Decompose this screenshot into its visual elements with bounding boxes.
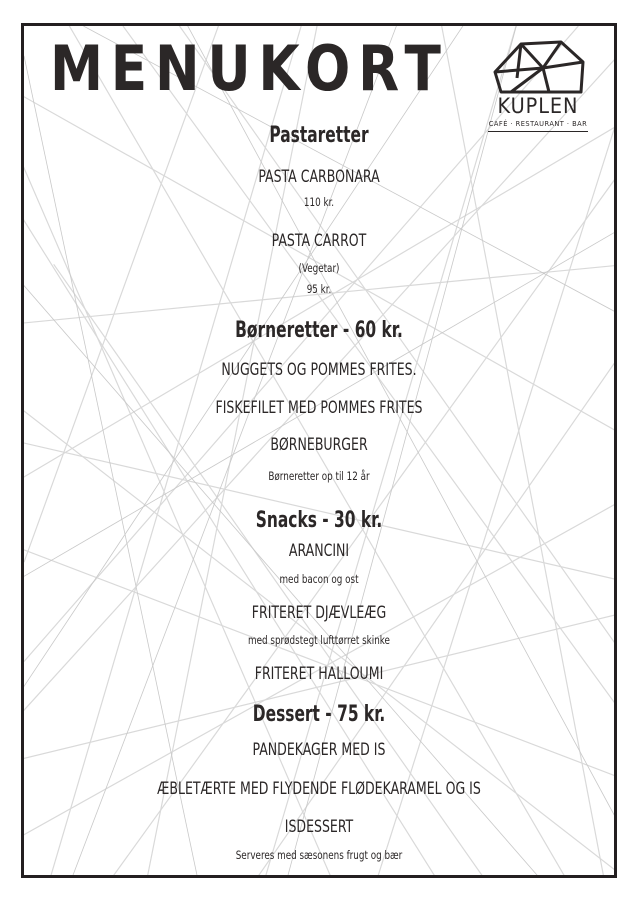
menu-item: PASTA CARBONARA — [258, 167, 380, 187]
section-heading-pastaretter: Pastaretter — [269, 123, 369, 148]
page-title: MENUKORT — [50, 32, 449, 105]
menu-item-note: med bacon og ost — [279, 572, 359, 586]
menu-item-note: Børneretter op til 12 år — [268, 469, 370, 483]
menu-item: PASTA CARROT — [271, 231, 367, 251]
menu-item: FISKEFILET MED POMMES FRITES — [215, 398, 423, 418]
menu-item-note: med sprødstegt lufttørret skinke — [248, 633, 390, 647]
menu-item: ARANCINI — [288, 541, 350, 561]
dome-icon — [491, 38, 585, 94]
section-heading-dessert: Dessert - 75 kr. — [252, 702, 386, 727]
menu-item: ISDESSERT — [284, 817, 354, 837]
menu-item: FRITERET HALLOUMI — [254, 664, 384, 684]
section-heading-borneretter: Børneretter - 60 kr. — [235, 318, 403, 343]
menu-item: BØRNEBURGER — [270, 435, 368, 455]
menu-item-note: Serveres med sæsonens frugt og bær — [235, 848, 403, 862]
kuplen-logo — [486, 38, 590, 132]
menu-item-price: 110 kr. — [303, 195, 335, 209]
menu-card — [21, 23, 617, 878]
logo-name: KUPLEN — [497, 94, 579, 118]
menu-item: NUGGETS OG POMMES FRITES. — [221, 360, 417, 380]
menu-item: ÆBLETÆRTE MED FLYDENDE FLØDEKARAMEL OG IS — [157, 779, 481, 799]
logo-tagline: CAFÉ · RESTAURANT · BAR — [488, 120, 588, 128]
section-heading-snacks: Snacks - 30 kr. — [255, 508, 383, 533]
menu-item-price: 95 kr. — [306, 282, 332, 296]
menu-item: PANDEKAGER MED IS — [252, 740, 386, 760]
menu-item-note: (Vegetar) — [298, 261, 340, 275]
menu-item: FRITERET DJÆVLEÆG — [251, 603, 387, 623]
